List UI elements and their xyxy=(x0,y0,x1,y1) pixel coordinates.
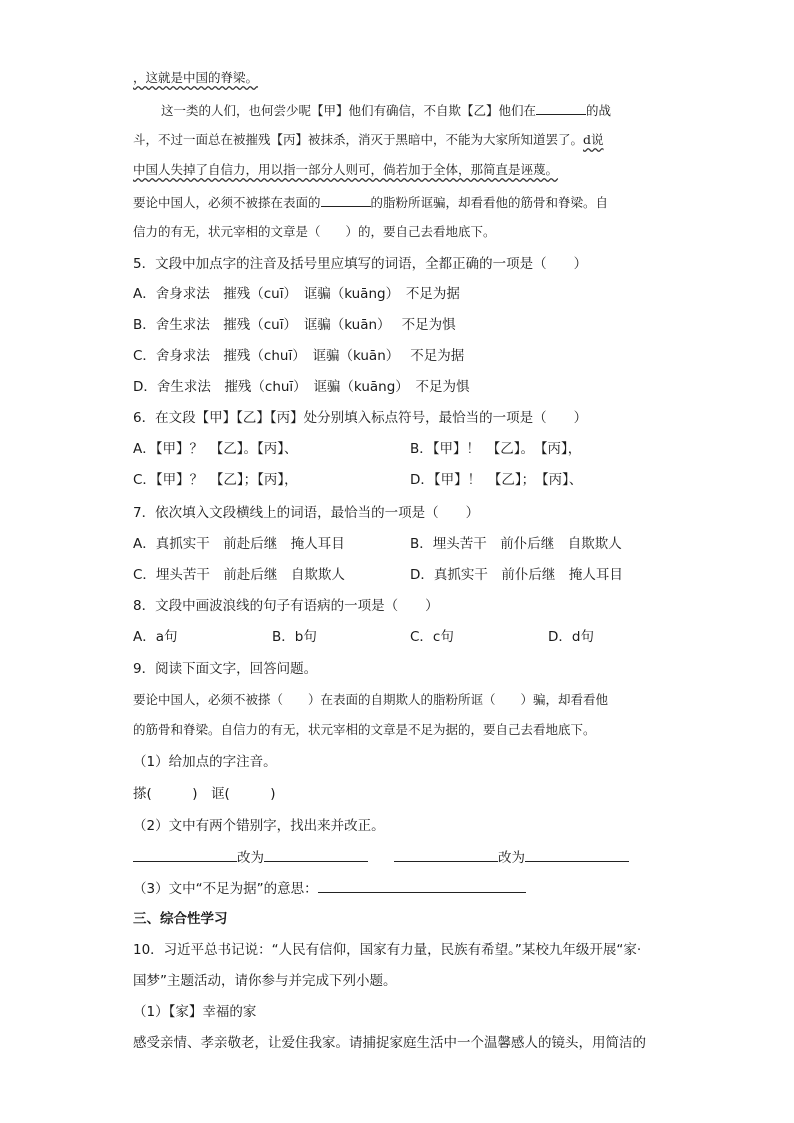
q6-option-b: B．【甲】！ 【乙】。 【丙】， xyxy=(410,441,582,457)
q7-option-a: A．真抓实干 前赴后继 掩人耳目 xyxy=(133,536,345,552)
q7-option-c: C．埋头苦干 前赴后继 自欺欺人 xyxy=(133,567,345,583)
q8-option-b: B．b句 xyxy=(272,629,317,645)
q6-option-a: A．【甲】？ 【乙】。【丙】、 xyxy=(133,441,298,457)
passage-line-2: 斗，不过一面总在被摧残【丙】被抹杀，消灭于黑暗中，不能为大家所知道罢了。d说 xyxy=(133,132,604,147)
q10-sub1: （1）【家】幸福的家 xyxy=(133,1004,257,1020)
meaning-answer-blank xyxy=(318,878,526,893)
q9-correction-row: 改为 改为 xyxy=(133,847,629,868)
q5-option-a: A．舍身求法 摧残（cuī） 诓骗（kuāng） 不足为据 xyxy=(133,286,460,302)
q6-stem: 6．在文段【甲】【乙】【丙】处分别填入标点符号，最恰当的一项是（ ） xyxy=(133,410,588,426)
q10-line-3: 感受亲情、孝亲敬老，让爱住我家。请捕捉家庭生活中一个温馨感人的镜头，用简洁的 xyxy=(133,1035,646,1051)
corrected-char-blank-2 xyxy=(525,847,629,862)
fill-blank-2 xyxy=(321,192,371,207)
passage-line-5: 信力的有无，状元宰相的文章是（ ）的，要自己去看地底下。 xyxy=(133,224,496,239)
q5-option-d: D．舍生求法 摧残（chuī） 诓骗（kuāng） 不足为惧 xyxy=(133,379,470,395)
q6-option-d: D．【甲】！ 【乙】； 【丙】、 xyxy=(410,472,583,488)
q9-passage-line-1: 要论中国人，必须不被搽（ ）在表面的自期欺人的脂粉所诓（ ）骗，却看看他 xyxy=(133,692,609,707)
fill-blank-1 xyxy=(536,100,586,115)
q9-phonetic-blanks: 搽( ) 诓( ) xyxy=(133,786,276,802)
q5-option-b: B．舍生求法 摧残（cuī） 诓骗（kuān） 不足为惧 xyxy=(133,317,456,333)
q8-option-c: C．c句 xyxy=(410,629,454,645)
q9-passage-line-2: 的筋骨和脊梁。自信力的有无，状元宰相的文章是不足为据的，要自己去看地底下。 xyxy=(133,722,596,737)
q8-option-d: D．d句 xyxy=(548,629,594,645)
passage-line-1: 这一类的人们，也何尝少呢【甲】他们有确信，不自欺【乙】他们在 的战 xyxy=(161,100,611,121)
q9-sub1: （1）给加点的字注音。 xyxy=(133,754,277,770)
q7-option-b: B．埋头苦干 前仆后继 自欺欺人 xyxy=(410,536,622,552)
q10-line-2: 国梦”主题活动，请你参与并完成下列小题。 xyxy=(133,973,397,989)
q9-sub3: （3）文中“不足为据”的意思： xyxy=(133,878,526,899)
q6-option-c: C．【甲】？ 【乙】；【丙】， xyxy=(133,472,298,488)
q10-line-1: 10．习近平总书记说：“人民有信仰，国家有力量，民族有希望。”某校九年级开展“家· xyxy=(133,942,642,958)
wrong-char-blank-1 xyxy=(133,847,237,862)
q7-option-d: D．真抓实干 前仆后继 掩人耳目 xyxy=(410,567,623,583)
q5-option-c: C．舍身求法 摧残（chuī） 诓骗（kuān） 不足为据 xyxy=(133,348,465,364)
corrected-char-blank-1 xyxy=(264,847,368,862)
wrong-char-blank-2 xyxy=(394,847,498,862)
passage-line-3: 中国人失掉了自信力，用以指一部分人则可，倘若加于全体，那简直是诬蔑。 xyxy=(133,162,559,177)
q8-stem: 8．文段中画波浪线的句子有语病的一项是（ ） xyxy=(133,598,439,614)
passage-line-0: ，这就是中国的脊梁。 xyxy=(133,70,259,85)
q5-stem: 5．文段中加点字的注音及括号里应填写的词语，全都正确的一项是（ ） xyxy=(133,256,588,272)
q8-option-a: A．a句 xyxy=(133,629,178,645)
q9-stem: 9．阅读下面文字，回答问题。 xyxy=(133,661,318,677)
q9-sub2: （2）文中有两个错别字，找出来并改正。 xyxy=(133,818,385,834)
passage-line-4: 要论中国人，必须不被搽在表面的 的脂粉所诓骗，却看看他的筋骨和脊梁。自 xyxy=(133,192,608,213)
q7-stem: 7．依次填入文段横线上的词语，最恰当的一项是（ ） xyxy=(133,505,480,521)
section-heading: 三、综合性学习 xyxy=(133,911,228,927)
